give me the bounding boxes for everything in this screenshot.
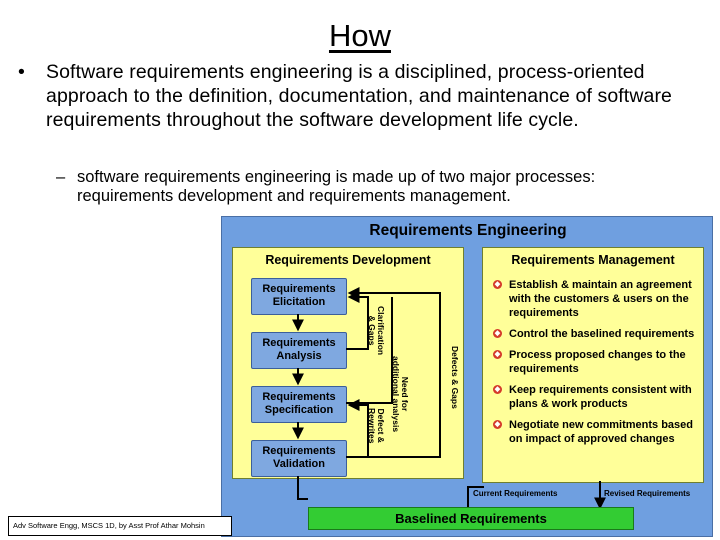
bullet-dot-icon: ◆ xyxy=(494,386,501,393)
development-title: Requirements Development xyxy=(265,253,431,267)
defects-gaps-label: Defects & Gaps xyxy=(450,346,460,409)
clarification-label: Clarification & Gaps xyxy=(367,306,386,356)
management-title: Requirements Management xyxy=(511,253,675,267)
slide-title: How xyxy=(328,18,391,53)
diagram-title: Requirements Engineering xyxy=(369,222,567,239)
revised-requirements-label: Revised Requirements xyxy=(604,489,691,498)
specification-line2: Specification xyxy=(264,404,334,416)
analysis-line2: Analysis xyxy=(276,350,322,362)
elicitation-line2: Elicitation xyxy=(272,296,326,308)
management-item: ◆ Control the baselined requirements xyxy=(494,328,695,340)
management-item: ◆ Process proposed changes to the requirements xyxy=(494,349,686,375)
bullet-dot-icon: ◆ xyxy=(494,281,501,288)
management-item: ◆ Keep requirements consistent with plans & work products xyxy=(494,384,692,410)
specification-line1: Requirements xyxy=(262,391,336,403)
requirements-engineering-diagram xyxy=(221,216,713,537)
baselined-requirements-bar: Baselined Requirements xyxy=(308,507,634,530)
management-item: ◆ Establish & maintain an agreement with the customers & users on the requirements xyxy=(494,279,692,319)
validation-line2: Validation xyxy=(273,458,325,470)
analysis-line1: Requirements xyxy=(262,337,336,349)
bullet-dot-icon: ◆ xyxy=(494,351,501,358)
bullet-dot-icon: ◆ xyxy=(494,330,501,337)
bullet-marker: • xyxy=(18,61,25,83)
sub-bullet-text: software requirements engineering is made up of two major processes: requirements development and requirements management. xyxy=(77,168,596,205)
defect-rewrites-label: Defect & Rewrites xyxy=(367,408,386,444)
validation-line1: Requirements xyxy=(262,445,336,457)
need-analysis-label: Need for additional analysis xyxy=(391,356,410,433)
main-bullet-text: Software requirements engineering is a disciplined, process-oriented approach to the definition, documentation, and maintenance of software requirements throughout the software development life cycle. xyxy=(46,61,672,131)
bullet-dot-icon: ◆ xyxy=(494,421,501,428)
sub-bullet-marker: – xyxy=(56,168,66,186)
current-requirements-label: Current Requirements xyxy=(473,489,558,498)
elicitation-line1: Requirements xyxy=(262,283,336,295)
slide-footer: Adv Software Engg, MSCS 1D, by Asst Prof Athar Mohsin xyxy=(8,516,232,536)
management-item: ◆ Negotiate new commitments based on impact of approved changes xyxy=(494,419,693,445)
